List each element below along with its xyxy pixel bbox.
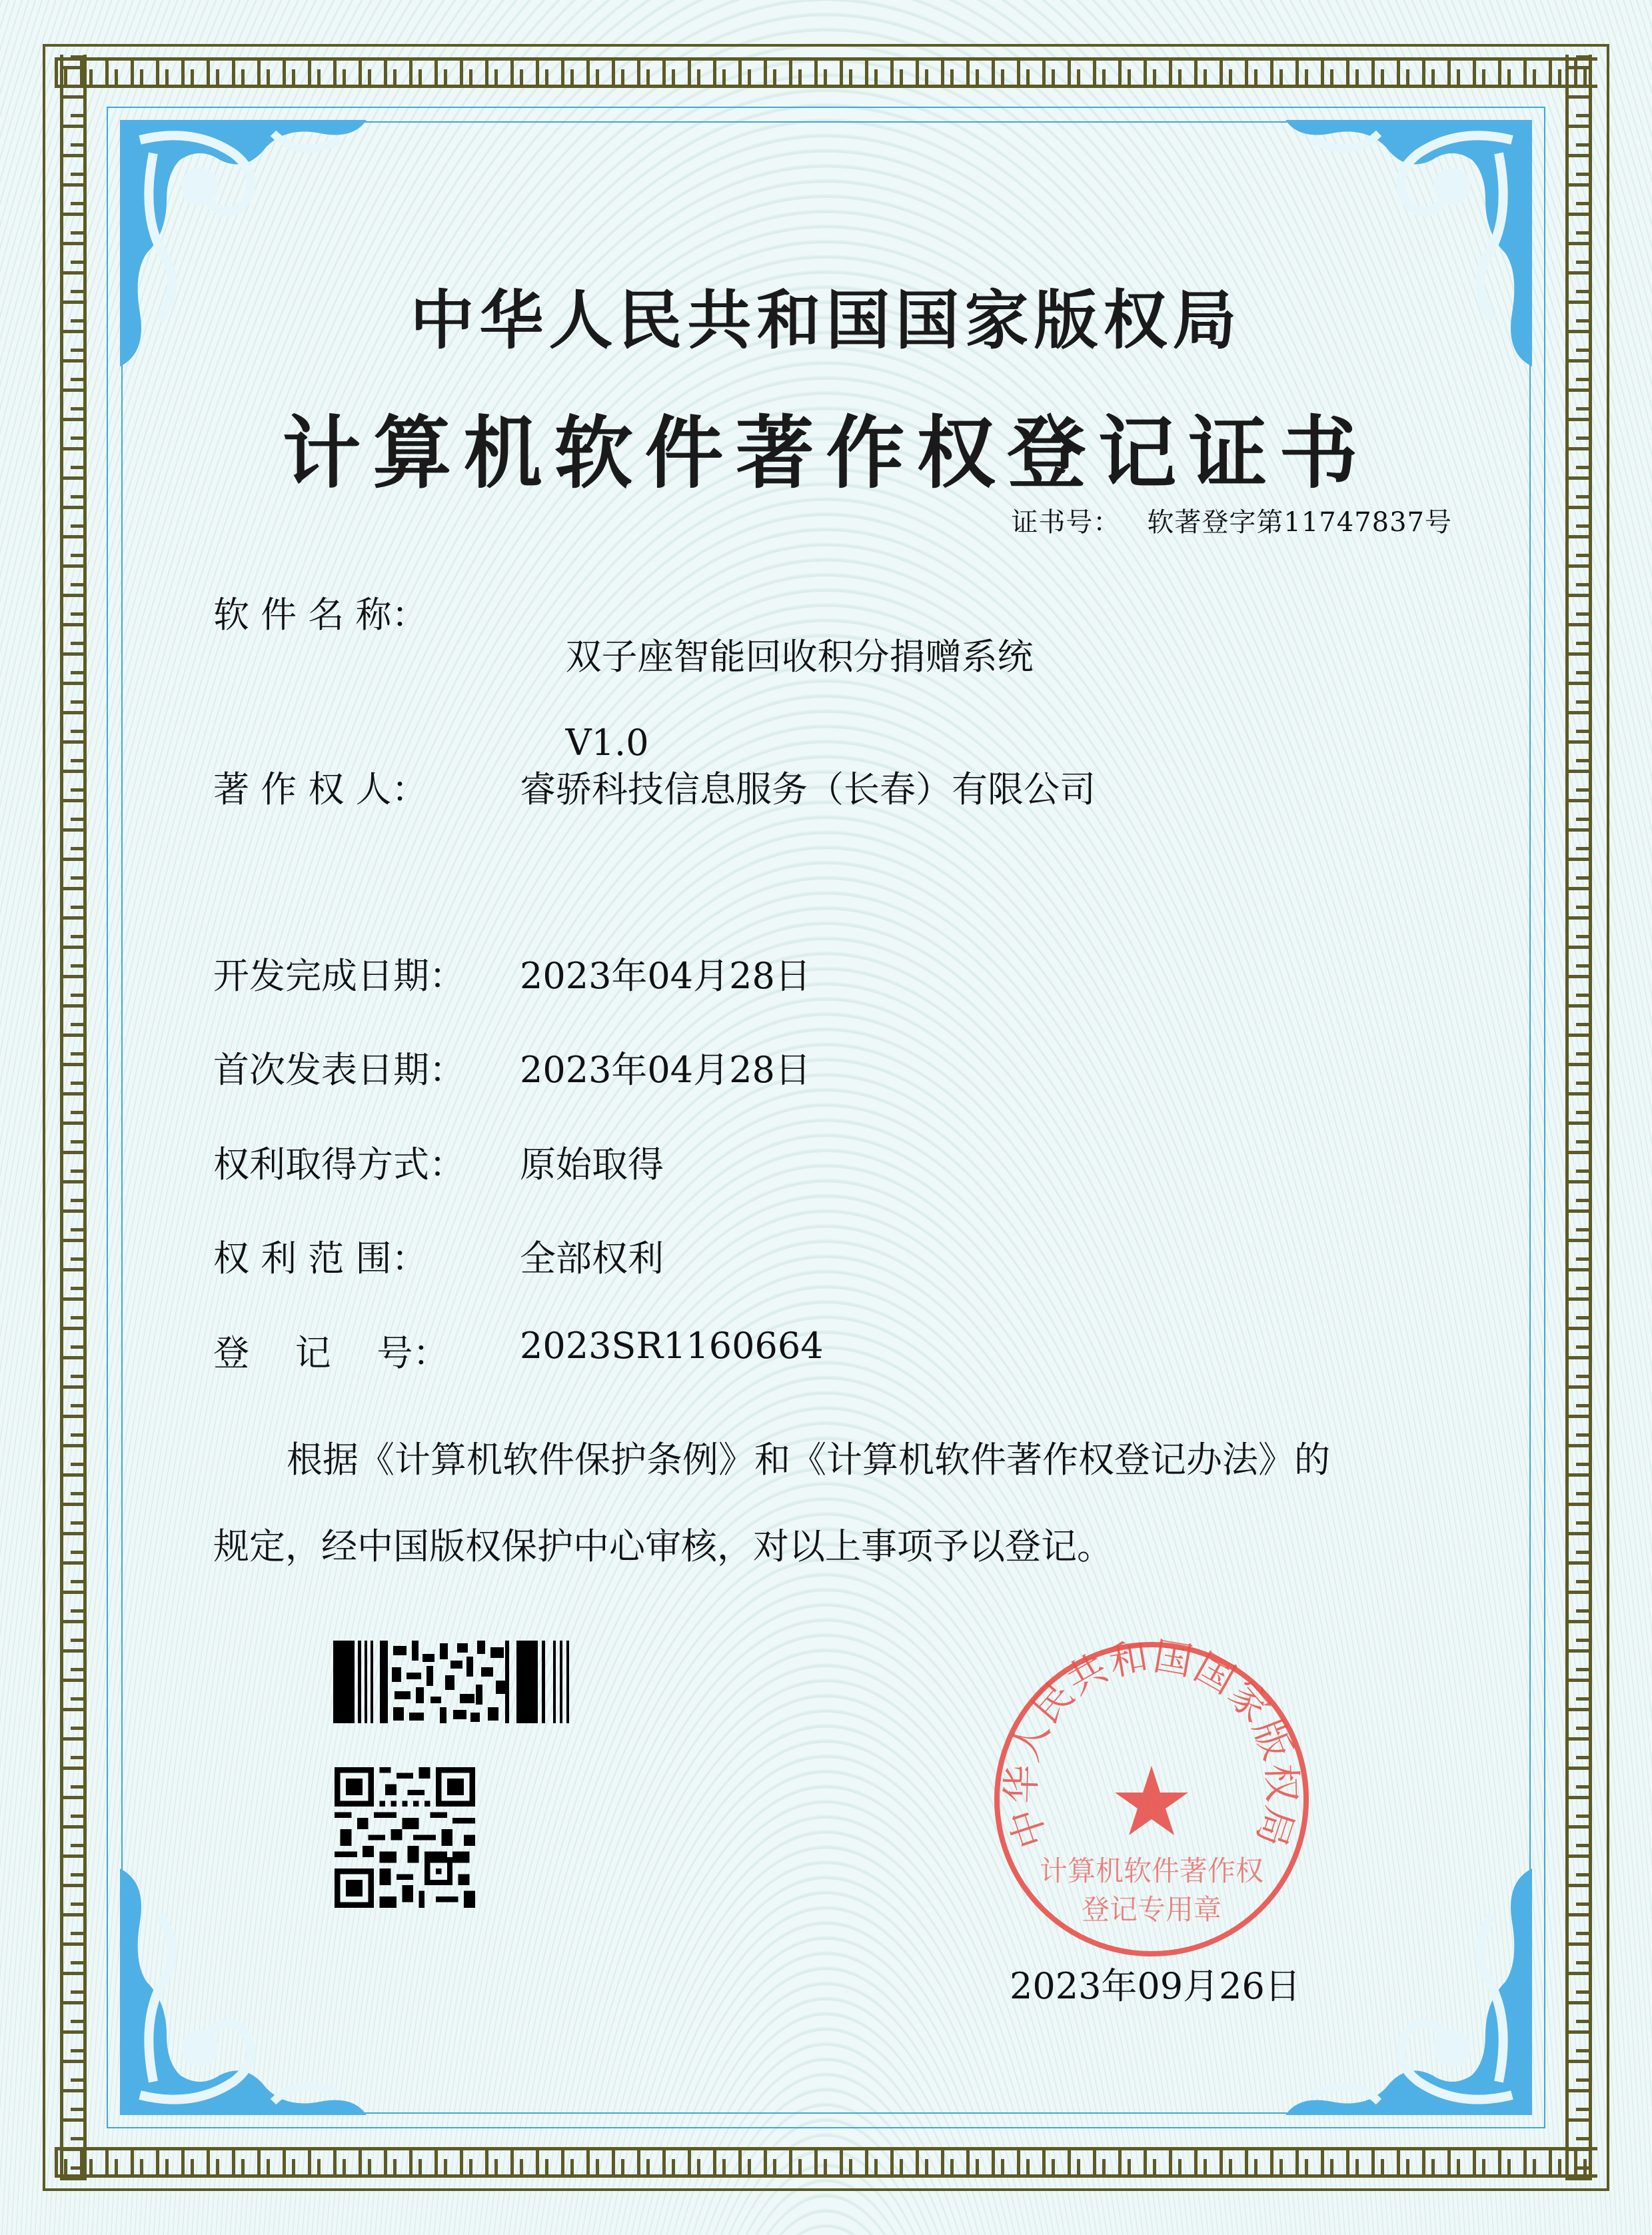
- field-value: 原始取得: [520, 1143, 664, 1185]
- field-first-publish-date: [213, 1042, 811, 1093]
- field-rights-scope: [213, 1230, 664, 1281]
- field-value: 2023年04月28日: [520, 1049, 811, 1091]
- statement-line-2: 规定，经中国版权保护中心审核，对以上事项予以登记。: [213, 1525, 1113, 1567]
- field-value: 睿骄科技信息服务（长春）有限公司: [520, 768, 1096, 810]
- field-dev-completion-date: [213, 948, 811, 999]
- field-label: 软 件 名 称：: [213, 594, 428, 636]
- field-label: 著 作 权 人：: [213, 768, 428, 810]
- field-acquisition-method: [213, 1136, 664, 1187]
- meander-border-right: [1565, 55, 1592, 2180]
- field-label: 首次发表日期：: [213, 1049, 465, 1091]
- field-label: 权 利 范 围：: [213, 1237, 428, 1279]
- field-label: 开发完成日期：: [213, 955, 465, 997]
- field-label: 权利取得方式：: [213, 1143, 465, 1185]
- meander-border-top: [55, 57, 1597, 88]
- issuer-title: 中华人民共和国国家版权局: [410, 283, 1242, 358]
- svg-text:中华人民共和国国家版权局: 中华人民共和国国家版权局: [998, 1633, 1305, 1854]
- field-value: 全部权利: [520, 1237, 664, 1279]
- field-registration-number: [213, 1325, 824, 1376]
- software-version-value: V1.0: [565, 722, 649, 764]
- pdf417-barcode-icon: [333, 1641, 570, 1723]
- certificate-number-value: 软著登字第11747837号: [1147, 507, 1452, 538]
- certificate-number-label: 证书号：: [1011, 507, 1121, 538]
- certificate-title: 计算机软件著作权登记证书: [282, 406, 1370, 499]
- meander-border-bottom: [55, 2147, 1597, 2178]
- software-name-value: 双子座智能回收积分捐赠系统: [565, 636, 1034, 678]
- meander-border-left: [60, 55, 87, 2180]
- statement-line-1: 根据《计算机软件保护条例》和《计算机软件著作权登记办法》的: [287, 1439, 1330, 1481]
- svg-text:计算机软件著作权: 计算机软件著作权: [1039, 1855, 1264, 1887]
- statement-paragraph: [213, 1417, 1479, 1590]
- field-value: 2023年04月28日: [520, 955, 811, 997]
- issue-date: 2023年09月26日: [1010, 1965, 1301, 2007]
- svg-text:登记专用章: 登记专用章: [1081, 1893, 1222, 1926]
- field-label: 登 记 号：: [213, 1332, 449, 1374]
- official-seal-icon: [978, 1626, 1325, 1972]
- field-value: 2023SR1160664: [520, 1325, 824, 1367]
- field-copyright-owner: [213, 761, 1096, 812]
- certificate-number: [1011, 501, 1452, 539]
- qr-code-icon: [335, 1767, 475, 1908]
